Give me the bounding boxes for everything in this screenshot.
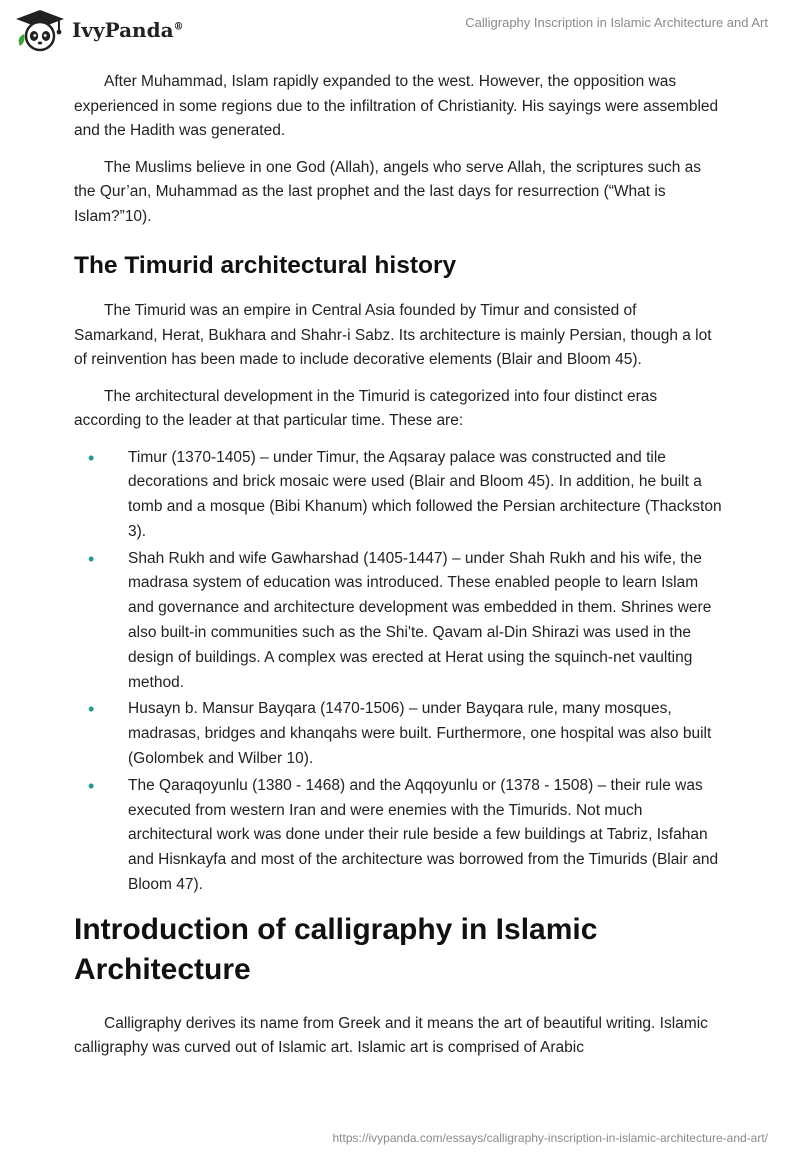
list-item: • Shah Rukh and wife Gawharshad (1405-1447) – under Shah Rukh and his wife, the madrasa system of education was introduced. These enabled people to learn Islam and governance and architecture development was embedded in them. Shrines were also built-in communities such as the Shi'te. Qavam al-Din Shirazi was used in the design of buildings. A complex was erected at Herat using the squinch-net vaulting method. [88, 548, 712, 691]
bullet-icon: • [88, 548, 95, 569]
panda-graduate-icon [14, 8, 66, 52]
section-heading-timurid: The Timurid architectural history [74, 252, 457, 279]
bullet-icon: • [88, 775, 95, 796]
registered-mark: ® [173, 21, 184, 33]
page-header [0, 0, 800, 62]
logo-text: IvyPanda® [72, 18, 184, 42]
list-item: • Husayn b. Mansur Bayqara (1470-1506) – under Bayqara rule, many mosques, madrasas, bridges and khanqahs were built. Furthermore, one hospital was also built (Golombek and Wilber 10). [88, 699, 712, 768]
bullet-icon: • [88, 447, 95, 468]
paragraph: The Timurid was an empire in Central Asia founded by Timur and consisted of Samarkand, Herat, Bukhara and Shahr-i Sabz. Its architecture is mainly Persian, though a lot of reinvention has been made to include decorative elements (Blair and Bloom 45). [74, 302, 712, 368]
era-list [74, 446, 724, 898]
article-body [74, 70, 724, 1073]
section-heading-calligraphy: Introduction of calligraphy in Islamic Architecture [74, 912, 598, 986]
paragraph: Calligraphy derives its name from Greek and it means the art of beautiful writing. Islamic calligraphy was curved out of Islamic art. Islamic art is comprised of Arabic [74, 1014, 708, 1057]
ivypanda-logo[interactable] [14, 8, 184, 52]
paragraph: After Muhammad, Islam rapidly expanded to the west. However, the opposition was experienced in some regions due to the infiltration of Christianity. His sayings were assembled and the Hadith was generated. [74, 73, 719, 139]
source-url-link[interactable]: https://ivypanda.com/essays/calligraphy-inscription-in-islamic-architecture-and-art/ [332, 1131, 768, 1145]
paragraph: The architectural development in the Timurid is categorized into four distinct eras according to the leader at that particular time. These are: [74, 387, 658, 429]
list-item: • The Qaraqoyunlu (1380 - 1468) and the Aqqoyunlu or (1378 - 1508) – their rule was executed from western Iran and were enemies with the Timurids. Not much architectural work was done under their rule beside a few buildings at Tabriz, Isfahan and Hisnkayfa and most of the architecture was borrowed from the Timurids (Blair and Bloom 47). [88, 775, 719, 894]
bullet-icon: • [88, 699, 95, 720]
document-title: Calligraphy Inscription in Islamic Architecture and Art [465, 15, 768, 30]
list-item: • Timur (1370-1405) – under Timur, the Aqsaray palace was constructed and tile decorations and brick mosaic were used (Blair and Bloom 45). In addition, he built a tomb and a mosque (Bibi Khanum) which followed the Persian architecture (Thackston 3). [88, 447, 722, 540]
paragraph: The Muslims believe in one God (Allah), angels who serve Allah, the scriptures such as the Qur’an, Muhammad as the last prophet and the last days for resurrection (“What is Islam?”10). [74, 158, 702, 225]
